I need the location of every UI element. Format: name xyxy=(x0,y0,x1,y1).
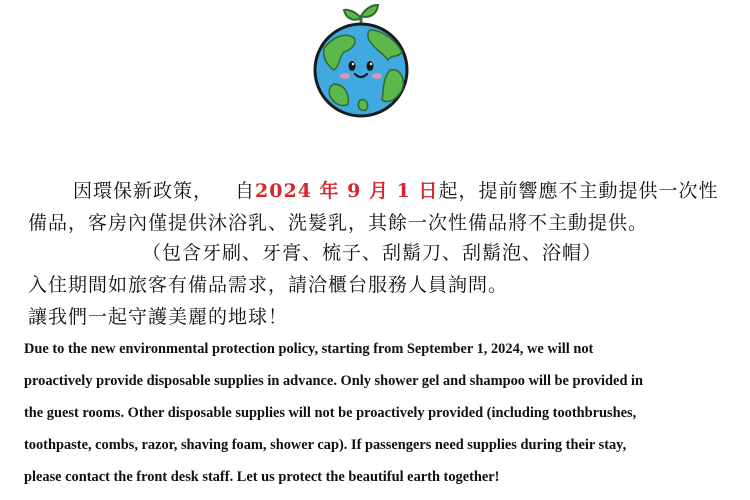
zh-line1-rest: 起，提前響應不主動提供一次性 xyxy=(438,180,719,202)
en-line-5: please contact the front desk staff. Let us protect the beautiful earth together! xyxy=(24,469,500,485)
zh-line1-intro: 因環保新政策， xyxy=(73,180,214,202)
en-line-2: proactively provide disposable supplies in advance. Only shower gel and shampoo will be provided in xyxy=(24,373,644,389)
earth-mascot-icon xyxy=(304,0,418,130)
en-line-4: toothpaste, combs, razor, shaving foam, shower cap). If passengers need supplies during their stay, xyxy=(24,437,627,453)
effective-date: 2024 年 9 月 1 日 xyxy=(255,180,439,202)
zh-line-2: 備品，客房內僅提供沐浴乳、洗髮乳，其餘一次性備品將不主動提供。 xyxy=(28,212,649,234)
en-line-3: the guest rooms. Other disposable supplies will not be proactively provided (including toothbrushes, xyxy=(24,405,637,421)
zh-line-5: 讓我們一起守護美麗的地球！ xyxy=(28,306,289,328)
zh-line-4: 入住期間如旅客有備品需求，請洽櫃台服務人員詢問。 xyxy=(28,274,509,296)
zh-line-1 xyxy=(73,176,750,203)
zh-line-3: （包含牙刷、牙膏、梳子、刮鬍刀、刮鬍泡、浴帽） xyxy=(142,242,603,264)
smiling-earth-svg xyxy=(304,0,418,130)
en-line-1: Due to the new environmental protection policy, starting from September 1, 2024, we will not xyxy=(24,341,594,357)
zh-line1-from: 自 xyxy=(235,180,256,202)
